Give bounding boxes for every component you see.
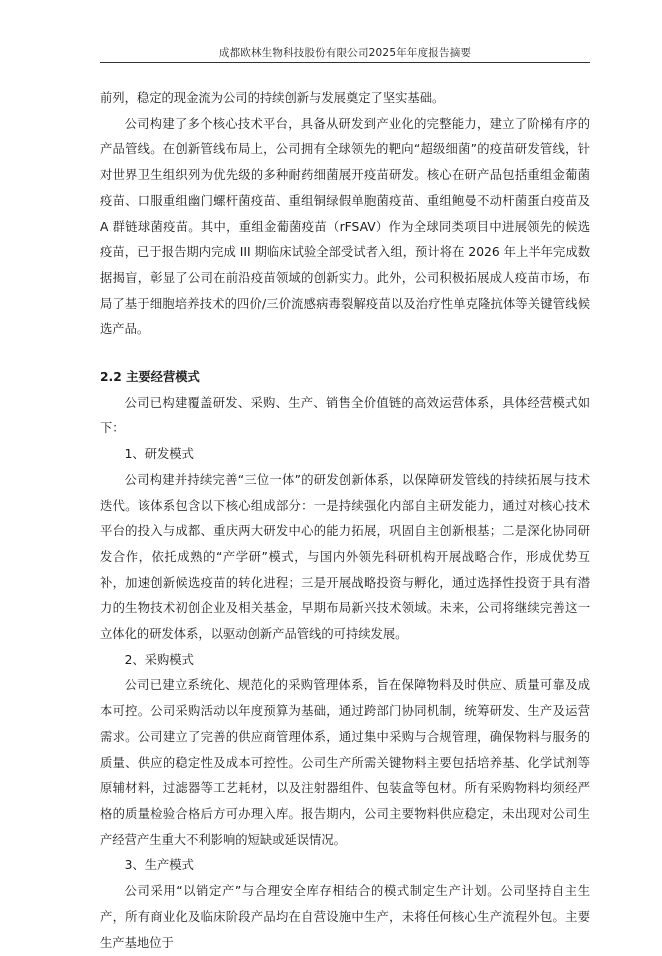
subheading-production: 3、生产模式	[124, 858, 194, 873]
paragraph-core-tech: 公司构建了多个核心技术平台，具备从研发到产业化的完整能力，建立了阶梯有序的产品管线。在创新管线布局上，公司拥有全球领先的靶向“超级细菌”的疫苗研发管线，针对世界卫生组织列为优先级的多种耐药细菌展开疫苗研发。核心在研产品包括重组金葡菌疫苗、口服重组幽门螺杆菌疫苗、重组铜绿假单胞菌疫苗、重组鲍曼不动杆菌蛋白疫苗及 A 群链球菌疫苗。其中，重组金葡菌疫苗（rFSAV）作为全球同类项目中进展领先的候选疫苗，已于报告期内完成 III 期临床试验全部受试者入组，预计将在 2026 年上半年完成数据揭盲，彰显了公司在前沿疫苗领域的创新实力。此外，公司积极拓展成人疫苗市场，布局了基于细胞培养技术的四价/三价流感病毒裂解疫苗以及治疗性单克隆抗体等关键管线候选产品。	[100, 116, 590, 337]
paragraph-procurement: 公司已建立系统化、规范化的采购管理体系，旨在保障物料及时供应、质量可靠及成本可控。公司采购活动以年度预算为基础，通过跨部门协同机制，统筹研发、生产及运营需求。公司建立了完善的供应商管理体系，通过集中采购与合规管理，确保物料与服务的质量、供应的稳定性及成本可控性。公司生产所需关键物料主要包括培养基、化学试剂等原辅材料，过滤器等工艺耗材，以及注射器组件、包装盒等包材。所有采购物料均须经严格的质量检验合格后方可办理入库。报告期内，公司主要物料供应稳定，未出现对公司生产经营产生重大不利影响的短缺或延误情况。	[100, 678, 590, 847]
paragraph-production: 公司采用“以销定产”与合理安全库存相结合的模式制定生产计划。公司坚持自主生产，所有商业化及临床阶段产品均在自营设施中生产，未将任何核心生产流程外包。主要生产基地位于	[100, 884, 590, 950]
paragraph-continuation: 前列，稳定的现金流为公司的持续创新与发展奠定了坚实基础。	[100, 91, 445, 105]
paragraph-rd: 公司构建并持续完善“三位一体”的研发创新体系，以保障研发管线的持续拓展与技术迭代。该体系包含以下核心组成部分：一是持续强化内部自主研发能力，通过对核心技术平台的投入与成都、重庆两大研发中心的能力拓展，巩固自主创新根基；二是深化协同研发合作，依托成熟的“产学研”模式，与国内外领先科研机构开展战略合作，形成优势互补，加速创新候选疫苗的转化进程；三是开展战略投资与孵化，通过选择性投资于具有潜力的生物技术初创企业及相关基金，早期布局新兴技术领域。未来，公司将继续完善这一立体化的研发体系，以驱动创新产品管线的可持续发展。	[100, 472, 590, 642]
section-heading: 2.2 主要经营模式	[100, 370, 200, 385]
page-header: 成都欧林生物科技股份有限公司2025年年度报告摘要	[218, 47, 472, 59]
section-gap	[100, 343, 590, 365]
subheading-procurement: 2、采购模式	[124, 652, 194, 667]
document-body	[100, 86, 590, 956]
subheading-rd: 1、研发模式	[124, 447, 194, 462]
header-divider	[100, 62, 590, 63]
section-lead: 公司已构建覆盖研发、采购、生产、销售全价值链的高效运营体系，具体经营模式如下：	[100, 395, 590, 436]
